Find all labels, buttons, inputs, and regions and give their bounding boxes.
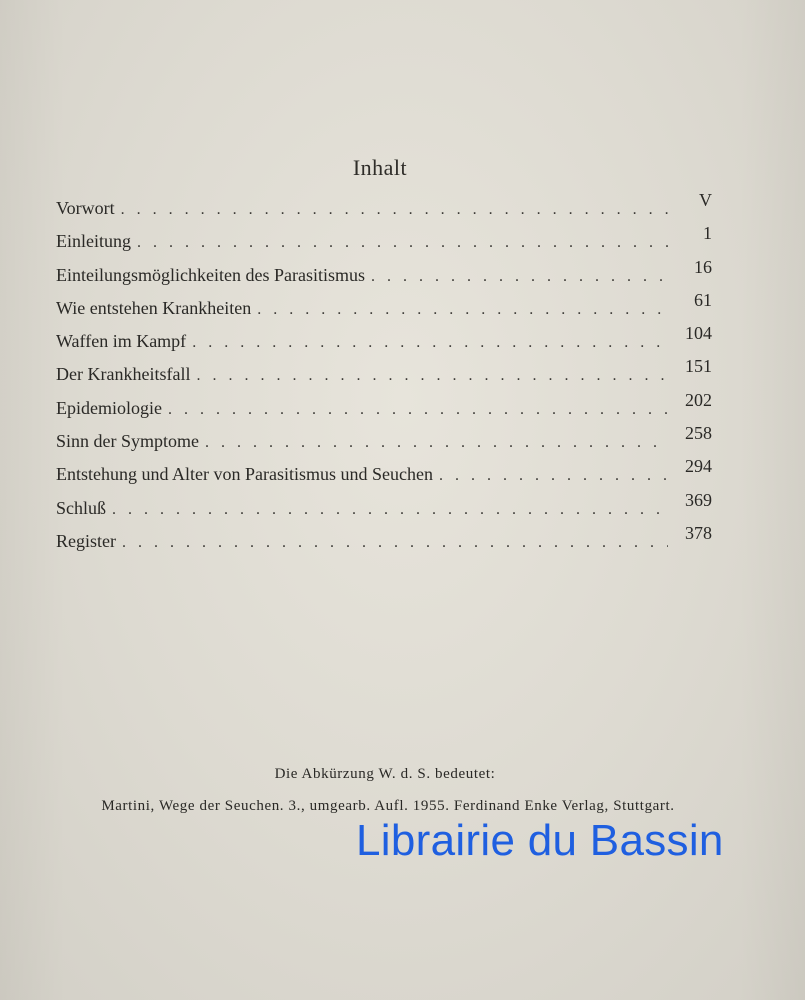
toc-dot-leader <box>112 501 668 519</box>
toc-entry-page: V <box>699 190 712 210</box>
page-title: Inhalt <box>352 155 408 180</box>
toc-dot-leader <box>371 268 668 286</box>
toc-entry <box>56 223 712 264</box>
toc-entry-title: Schluß <box>56 497 107 518</box>
toc-entry <box>56 256 712 298</box>
table-of-contents <box>56 190 712 564</box>
toc-dot-leader <box>137 234 668 252</box>
toc-entry-title: Sinn der Symptome <box>56 431 199 452</box>
toc-dot-leader <box>439 467 668 485</box>
abbreviation-note: Die Abkürzung W. d. S. bedeutet: <box>274 766 496 782</box>
toc-entry-page: 378 <box>685 522 712 543</box>
toc-entry <box>56 456 712 497</box>
toc-entry-title: Einleitung <box>56 231 131 252</box>
toc-entry <box>56 289 712 331</box>
toc-dot-leader <box>205 434 668 452</box>
abbreviation-reference: Martini, Wege der Seuchen. 3., umgearb. Aufl. 1955. Ferdinand Enke Verlag, Stuttgart. <box>101 798 675 814</box>
toc-entry <box>56 356 712 397</box>
toc-entry <box>56 423 712 464</box>
toc-entry <box>56 489 712 531</box>
toc-entry-page: 369 <box>685 489 712 510</box>
toc-entry <box>56 522 712 564</box>
toc-entry-title: Einteilungsmöglichkeiten des Parasitismus <box>56 264 365 285</box>
toc-dot-leader <box>121 201 668 219</box>
toc-entry <box>56 389 712 431</box>
toc-entry-page: 151 <box>685 356 712 377</box>
toc-entry-title: Vorwort <box>56 198 115 218</box>
toc-entry-title: Wie entstehen Krankheiten <box>56 297 252 318</box>
toc-dot-leader <box>257 301 668 319</box>
toc-dot-leader <box>122 534 668 552</box>
watermark-text: Librairie du Bassin <box>356 816 724 865</box>
toc-entry-page: 104 <box>685 323 712 344</box>
toc-dot-leader <box>192 334 668 352</box>
toc-entry <box>56 190 712 231</box>
toc-entry-title: Der Krankheitsfall <box>56 364 191 385</box>
toc-entry-title: Waffen im Kampf <box>56 331 187 352</box>
toc-entry-page: 202 <box>685 389 712 410</box>
toc-entry-page: 61 <box>694 289 712 310</box>
toc-dot-leader <box>196 367 668 385</box>
toc-entry-title: Entstehung und Alter von Parasitismus und Seuchen <box>56 464 433 485</box>
toc-entry-page: 16 <box>694 256 712 277</box>
toc-entry-title: Epidemiologie <box>56 397 162 418</box>
toc-entry <box>56 323 712 364</box>
toc-entry-page: 294 <box>685 456 712 477</box>
toc-dot-leader <box>168 401 668 419</box>
toc-entry-page: 1 <box>703 223 712 244</box>
toc-entry-page: 258 <box>685 423 712 444</box>
toc-entry-title: Register <box>56 530 116 551</box>
